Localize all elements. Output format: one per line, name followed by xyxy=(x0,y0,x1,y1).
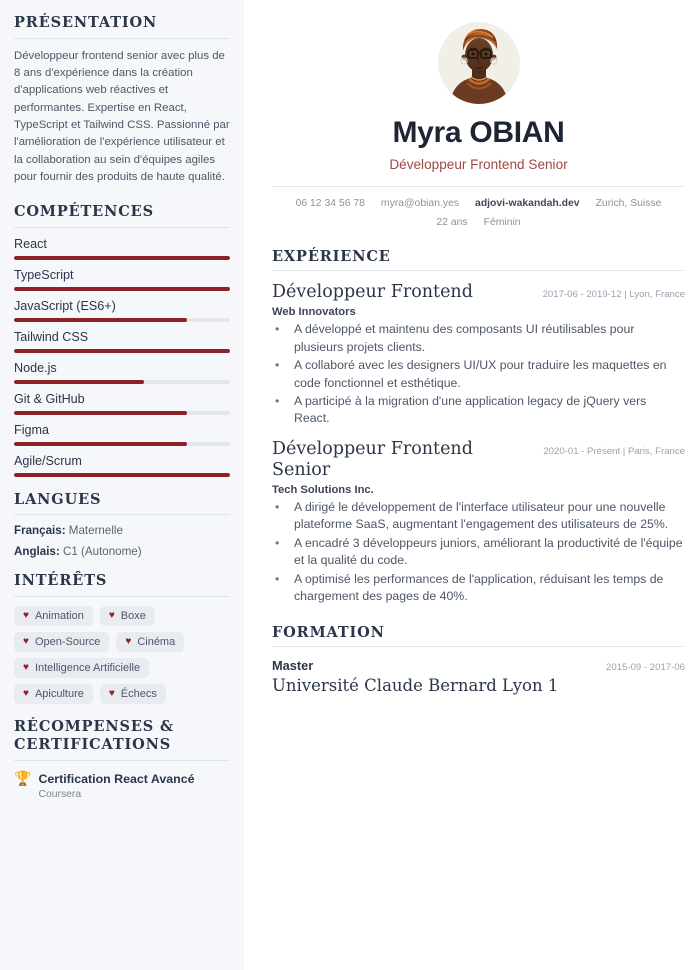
heart-icon: ♥ xyxy=(23,635,29,647)
heart-icon: ♥ xyxy=(23,687,29,699)
education-school: Université Claude Bernard Lyon 1 xyxy=(272,675,559,695)
interest-label: Boxe xyxy=(120,609,146,622)
heart-icon: ♥ xyxy=(23,661,29,673)
experience-list xyxy=(272,282,685,605)
divider xyxy=(14,38,230,39)
divider xyxy=(14,596,230,597)
divider xyxy=(272,186,685,187)
presentation-text: Développeur frontend senior avec plus de 8 ans d'expérience dans la création d'applications web réactives et performantes. Expertise en React, TypeScript et Tailwind CSS. Passionné par l'amélioration de l'expérience utilisateur et la collaboration au sein d'équipes agiles pour fournir des produits de haute qualité. xyxy=(14,49,230,183)
contact-item[interactable]: myra@obian.yes xyxy=(380,198,460,209)
award-issuer: Coursera xyxy=(38,788,82,800)
skill-label: Node.js xyxy=(14,360,57,375)
interest-chip[interactable] xyxy=(14,684,93,704)
skill-progress-track xyxy=(14,318,230,322)
skill-progress-fill xyxy=(14,287,230,291)
experience-bullet: • A collaboré avec les designers UI/UX pour traduire les maquettes en code fonctionnel et esthétique. xyxy=(272,357,685,392)
job-date-location: 2020-01 - Présent | Paris, France xyxy=(543,445,685,457)
skill-item xyxy=(14,423,230,446)
skill-progress-track xyxy=(14,442,230,446)
contact-info-row xyxy=(272,196,685,230)
interest-label: Intelligence Artificielle xyxy=(34,661,141,674)
job-company: Web Innovators xyxy=(272,306,356,319)
skill-item xyxy=(14,361,230,384)
experience-bullet: • A dirigé le développement de l'interface utilisateur pour une nouvelle plateforme SaaS, augmentant l'engagement des utilisateurs de 25%. xyxy=(272,499,685,534)
language-item xyxy=(14,524,230,537)
heart-icon: ♥ xyxy=(125,635,132,647)
experience-section xyxy=(272,248,685,605)
skills-heading: COMPÉTENCES xyxy=(14,203,154,221)
job-date-location: 2017-06 - 2019-12 | Lyon, France xyxy=(542,289,685,301)
divider xyxy=(272,270,685,271)
language-label: Français: xyxy=(14,524,66,538)
experience-bullet: • A encadré 3 développeurs juniors, améliorant la productivité de l'équipe et la qualité du code. xyxy=(272,535,685,570)
education-section xyxy=(272,624,685,695)
skill-progress-track xyxy=(14,411,230,415)
heart-icon: ♥ xyxy=(23,609,29,621)
experience-bullet: • A développé et maintenu des composants UI réutilisables pour plusieurs projets clients. xyxy=(272,321,685,356)
skill-label: Figma xyxy=(14,422,49,437)
avatar xyxy=(438,22,520,104)
interest-label: Open-Source xyxy=(34,635,101,648)
skill-item xyxy=(14,268,230,291)
skill-label: TypeScript xyxy=(14,267,74,282)
skill-progress-fill xyxy=(14,411,187,415)
skill-progress-track xyxy=(14,473,230,477)
education-degree: Master xyxy=(272,657,314,673)
experience-item-header xyxy=(272,439,685,481)
skill-label: Agile/Scrum xyxy=(14,453,82,468)
skill-progress-fill xyxy=(14,318,187,322)
divider xyxy=(14,760,230,761)
job-bullet-list xyxy=(272,321,685,428)
skill-item xyxy=(14,392,230,415)
skill-progress-fill xyxy=(14,473,230,477)
awards-heading: RÉCOMPENSES & CERTIFICATIONS xyxy=(14,717,174,754)
experience-bullet: • A optimisé les performances de l'application, réduisant les temps de chargement des pages de 40%. xyxy=(272,571,685,606)
skill-progress-fill xyxy=(14,349,230,353)
main-content xyxy=(244,0,698,970)
job-title: Développeur Frontend xyxy=(272,282,473,303)
skill-item xyxy=(14,237,230,260)
awards-list xyxy=(14,770,230,800)
interest-chip[interactable] xyxy=(14,606,93,626)
experience-item-header xyxy=(272,282,685,303)
contact-item[interactable]: 06 12 34 56 78 xyxy=(295,198,365,209)
skill-progress-track xyxy=(14,349,230,353)
contact-item[interactable]: Féminin xyxy=(483,216,521,228)
divider xyxy=(14,514,230,515)
language-level: C1 (Autonome) xyxy=(62,545,142,559)
divider xyxy=(272,646,685,647)
languages-heading: LANGUES xyxy=(14,490,102,508)
divider xyxy=(14,227,230,228)
job-company: Tech Solutions Inc. xyxy=(272,483,374,496)
skill-progress-track xyxy=(14,256,230,260)
profile-photo xyxy=(438,22,520,104)
skill-progress-fill xyxy=(14,256,230,260)
skill-progress-track xyxy=(14,287,230,291)
language-item xyxy=(14,545,230,558)
experience-bullet: • A participé à la migration d'une application legacy de jQuery vers React. xyxy=(272,393,685,428)
skill-item xyxy=(14,454,230,477)
contact-item[interactable]: adjovi-wakandah.dev xyxy=(475,198,580,209)
education-list xyxy=(272,658,685,695)
skill-progress-track xyxy=(14,380,230,384)
award-title: Certification React Avancé xyxy=(38,771,195,786)
interest-chip[interactable] xyxy=(100,684,166,704)
language-label: Anglais: xyxy=(14,545,60,559)
education-heading: FORMATION xyxy=(272,623,385,641)
contact-item[interactable]: 22 ans xyxy=(436,216,468,228)
skill-label: JavaScript (ES6+) xyxy=(14,298,116,313)
skill-label: Git & GitHub xyxy=(14,391,85,406)
presentation-section xyxy=(14,14,230,186)
awards-section xyxy=(14,718,230,800)
experience-item xyxy=(272,282,685,428)
interest-label: Apiculture xyxy=(34,687,84,700)
languages-list xyxy=(14,524,230,558)
avatar-wrapper xyxy=(272,22,685,104)
page-title: Myra OBIAN xyxy=(392,116,565,149)
interest-chip[interactable] xyxy=(100,606,155,626)
heart-icon: ♥ xyxy=(108,609,115,621)
experience-item xyxy=(272,439,685,606)
interest-label: Cinéma xyxy=(137,635,176,648)
skill-item xyxy=(14,299,230,322)
sidebar xyxy=(0,0,244,970)
skill-progress-fill xyxy=(14,380,144,384)
job-title: Développeur Frontend Senior xyxy=(272,438,473,480)
interests-chip-list xyxy=(14,606,230,704)
experience-heading: EXPÉRIENCE xyxy=(272,248,391,266)
job-bullet-list xyxy=(272,499,685,606)
contact-item[interactable]: Zurich, Suisse xyxy=(595,198,662,209)
skill-progress-fill xyxy=(14,442,187,446)
interest-chip[interactable] xyxy=(14,632,109,652)
language-level: Maternelle xyxy=(68,524,123,538)
education-item-header xyxy=(272,658,685,673)
education-date: 2015-09 - 2017-06 xyxy=(606,661,685,673)
languages-section xyxy=(14,491,230,559)
interests-section xyxy=(14,572,230,704)
interests-heading: INTÉRÊTS xyxy=(14,572,108,590)
interest-chip[interactable] xyxy=(116,632,184,652)
interest-label: Animation xyxy=(34,609,84,622)
trophy-icon: 🏆 xyxy=(14,769,32,786)
skills-list xyxy=(14,237,230,477)
interest-chip[interactable] xyxy=(14,658,149,678)
skills-section xyxy=(14,203,230,477)
interest-label: Échecs xyxy=(120,687,157,700)
skill-item xyxy=(14,330,230,353)
education-item xyxy=(272,658,685,695)
job-role-subtitle: Développeur Frontend Senior xyxy=(389,157,568,172)
presentation-heading: PRÉSENTATION xyxy=(14,14,158,31)
skill-label: React xyxy=(14,236,47,251)
award-item xyxy=(14,770,230,800)
heart-icon: ♥ xyxy=(108,687,115,699)
skill-label: Tailwind CSS xyxy=(14,329,89,344)
